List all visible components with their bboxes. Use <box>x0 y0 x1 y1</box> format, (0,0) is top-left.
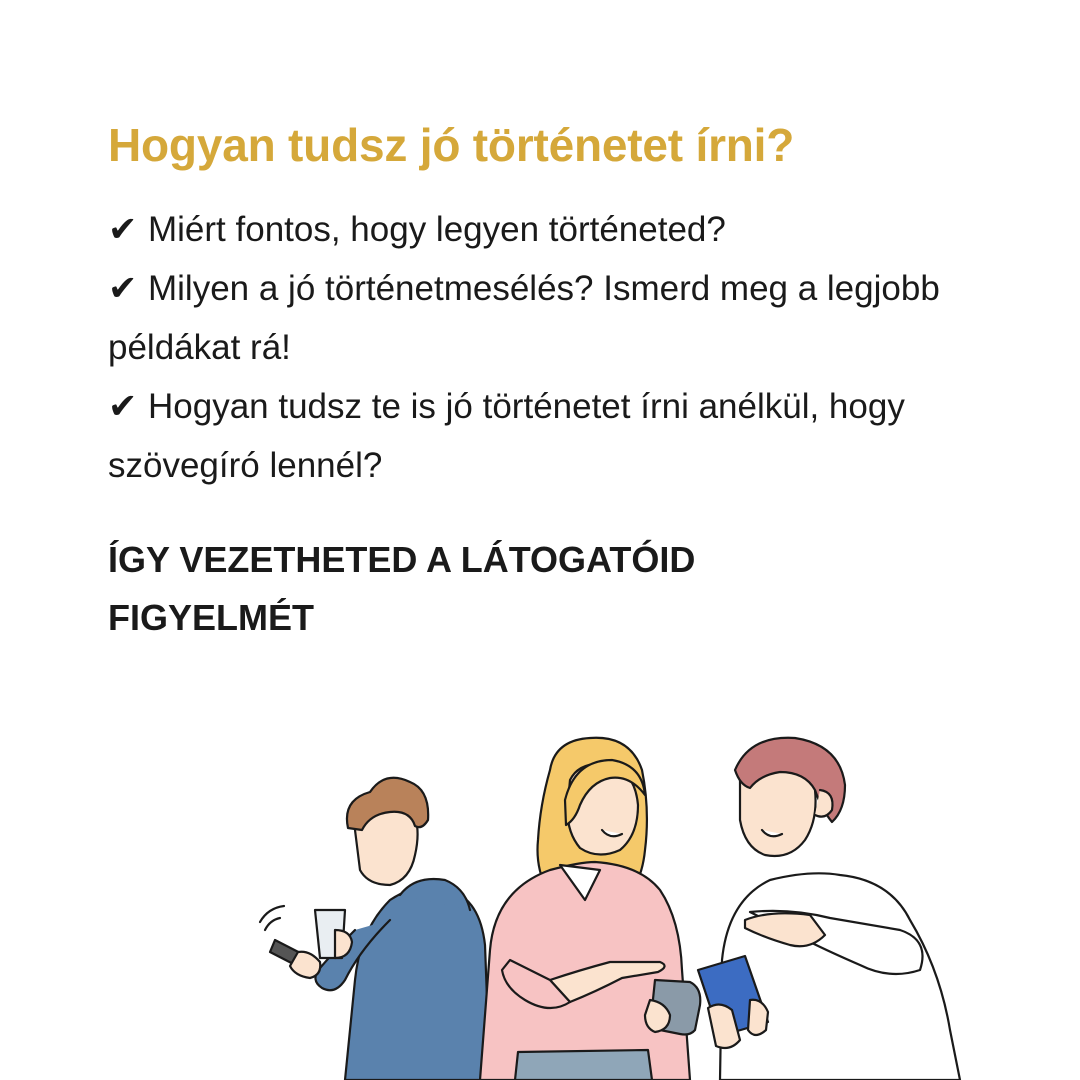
list-item <box>108 200 988 259</box>
checkmark-icon: ✔ <box>108 269 138 308</box>
bullet-text: Miért fontos, hogy legyen történeted? <box>148 210 726 249</box>
call-to-action-text: ÍGY VEZETHETED A LÁTOGATÓID FIGYELMÉT <box>108 539 696 638</box>
man-figure <box>698 738 960 1080</box>
woman-figure <box>480 738 700 1080</box>
list-item <box>108 259 988 377</box>
boy-figure <box>260 778 490 1080</box>
people-with-phones-illustration <box>250 730 990 1080</box>
list-item <box>108 377 988 495</box>
bullet-list <box>108 200 988 495</box>
checkmark-icon: ✔ <box>108 387 138 426</box>
checkmark-icon: ✔ <box>108 210 138 249</box>
text-block <box>108 110 988 647</box>
bullet-text: Milyen a jó történetmesélés? Ismerd meg a legjobb példákat rá! <box>108 269 940 367</box>
page-title: Hogyan tudsz jó történetet írni? <box>108 119 795 171</box>
bullet-text: Hogyan tudsz te is jó történetet írni anélkül, hogy szövegíró lennél? <box>108 387 905 485</box>
